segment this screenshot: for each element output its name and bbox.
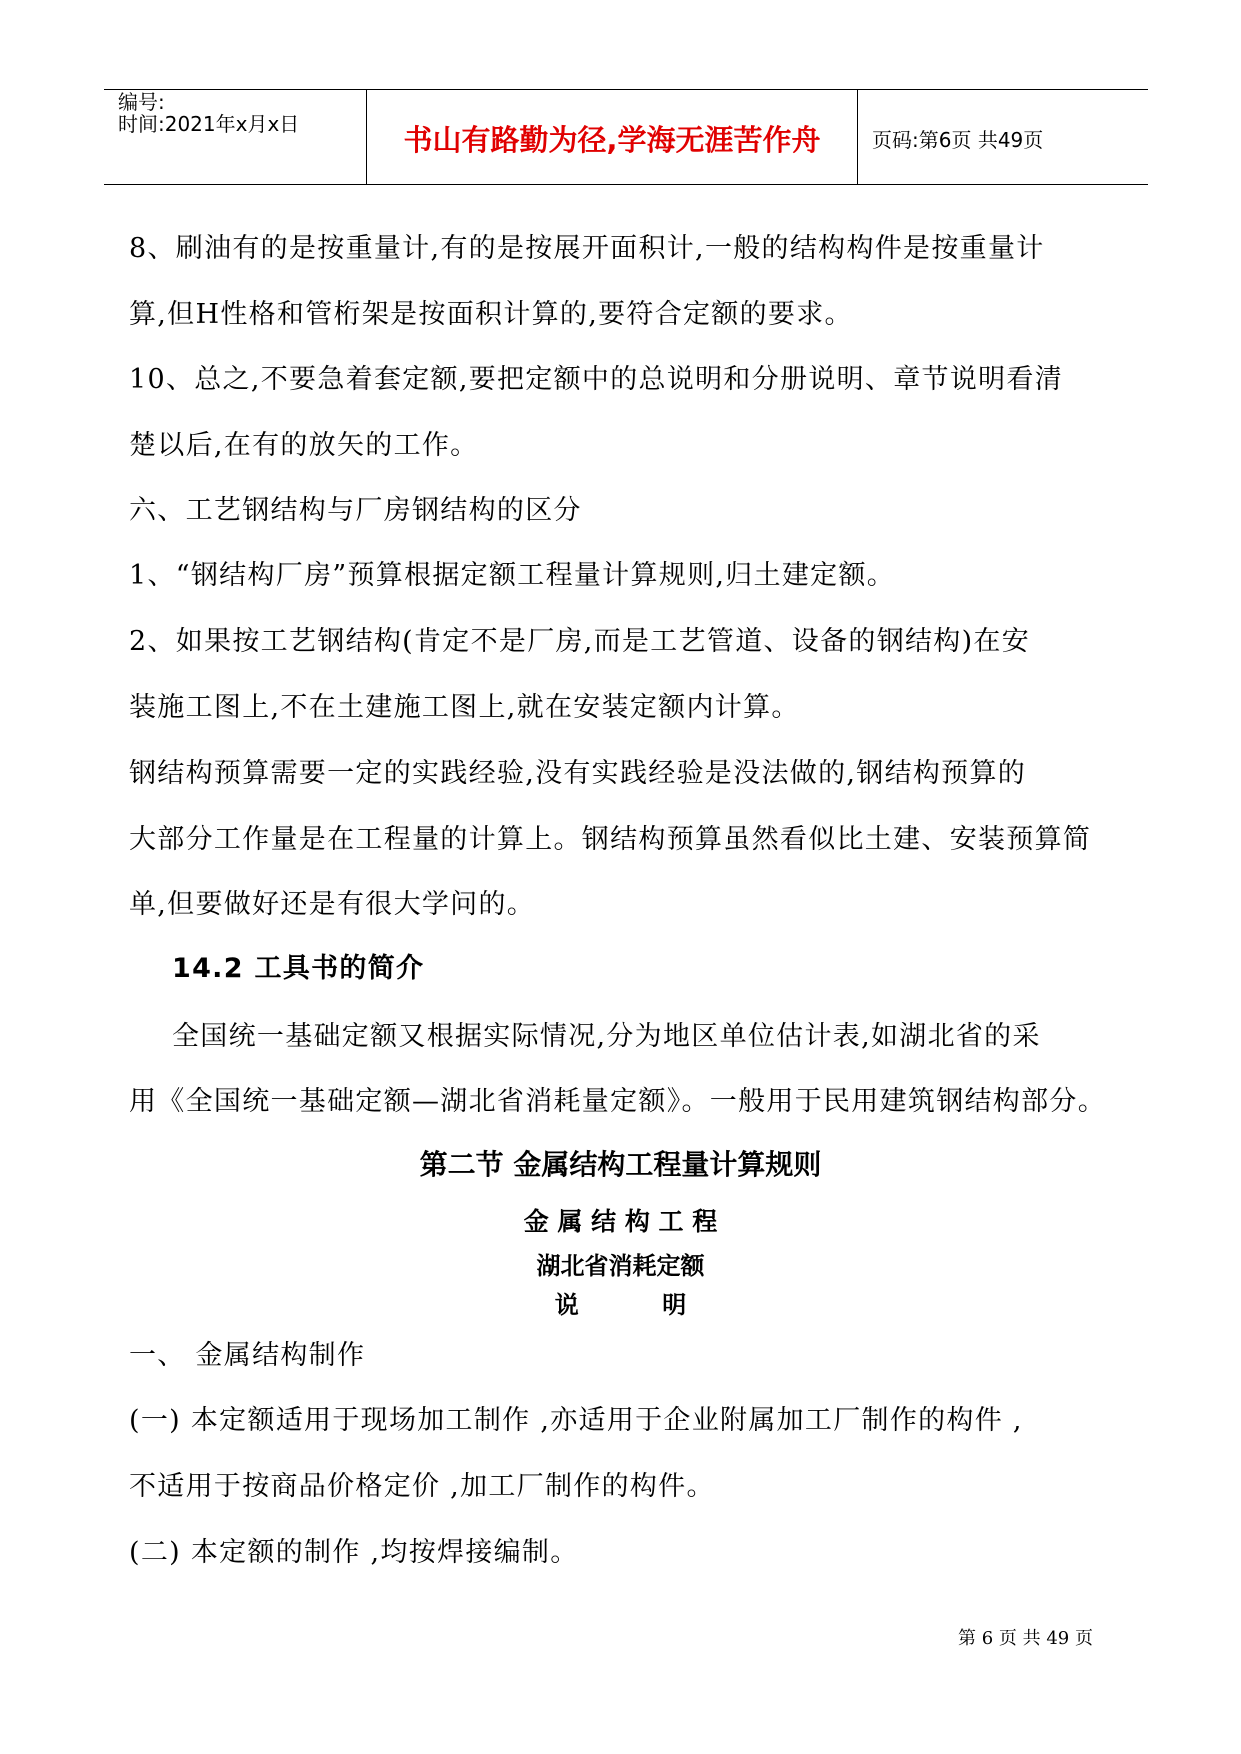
para2-line-1: 全国统一基础定额又根据实际情况,分为地区单位估计表,如湖北省的采 (172, 1021, 1041, 1052)
body-line-6: 1、“钢结构厂房”预算根据定额工程量计算规则,归土建定额。 (129, 560, 896, 591)
subheading: 14.2 工具书的简介 (172, 953, 425, 984)
body-line-10: 大部分工作量是在工程量的计算上。钢结构预算虽然看似比土建、安装预算简 (129, 824, 1092, 855)
page-footer: 第 6 页 共 49 页 (958, 1628, 1093, 1649)
body-line-7: 2、如果按工艺钢结构(肯定不是厂房,而是工艺管道、设备的钢结构)在安 (129, 626, 1031, 657)
item-line-1: (一) 本定额适用于现场加工制作 ,亦适用于企业附属加工厂制作的构件 , (129, 1405, 1023, 1436)
page-header (104, 89, 1148, 185)
item-line-2: 不适用于按商品价格定价 ,加工厂制作的构件。 (129, 1471, 715, 1502)
motto: 书山有路勤为径,学海无涯苦作舟 (403, 123, 821, 157)
center-subtitle: 湖北省消耗定额 (536, 1252, 705, 1280)
header-page-cell (858, 90, 1148, 184)
center-explain: 说 明 (554, 1291, 687, 1319)
header-info-cell (104, 90, 367, 184)
item-line-3: (二) 本定额的制作 ,均按焊接编制。 (129, 1537, 579, 1568)
para2-line-2: 用《全国统一基础定额—湖北省消耗量定额》。一般用于民用建筑钢结构部分。 (129, 1086, 1106, 1117)
center-title: 金 属 结 构 工 程 (523, 1207, 718, 1236)
time-label: 时间:2021年x月x日 (118, 112, 300, 136)
body-line-3: 10、总之,不要急着套定额,要把定额中的总说明和分册说明、章节说明看清 (129, 364, 1064, 395)
body-line-4: 楚以后,在有的放矢的工作。 (129, 430, 479, 461)
header-page-label: 页码:第6页 共49页 (872, 128, 1044, 152)
body-line-8: 装施工图上,不在土建施工图上,就在安装定额内计算。 (129, 692, 800, 723)
item-heading: 一、 金属结构制作 (129, 1340, 366, 1371)
body-line-9: 钢结构预算需要一定的实践经验,没有实践经验是没法做的,钢结构预算的 (129, 758, 1027, 789)
section-six-heading: 六、工艺钢结构与厂房钢结构的区分 (129, 495, 582, 526)
body-line-1: 8、刷油有的是按重量计,有的是按展开面积计,一般的结构构件是按重量计 (129, 233, 1045, 264)
header-motto-cell (367, 90, 858, 184)
body-line-2: 算,但H性格和管桁架是按面积计算的,要符合定额的要求。 (129, 299, 853, 330)
number-label: 编号: (118, 90, 165, 114)
body-line-11: 单,但要做好还是有很大学问的。 (129, 889, 536, 920)
section-title: 第二节 金属结构工程量计算规则 (419, 1148, 822, 1181)
